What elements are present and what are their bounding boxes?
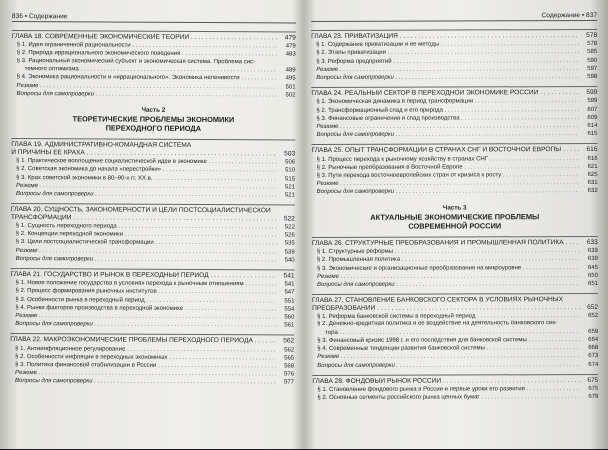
part-heading [11, 105, 295, 134]
chapter-rule [312, 293, 598, 295]
page-number: 616 [586, 146, 598, 154]
section-item-text: § 1. Практическое воплощение социалистической идеи в экономике . . . [16, 157, 277, 167]
chapter-block [11, 203, 295, 264]
page-number: 639 [587, 256, 598, 263]
section-item-text: § 4. Экономика рациональности и «иррационального». Экономика неленивости . . . [17, 73, 278, 83]
chapter-block [312, 374, 598, 403]
page-number: 547 [284, 289, 295, 296]
page-number: 659 [588, 328, 599, 335]
page-number: 551 [284, 297, 295, 305]
summary-item-text: Резюме . . . [316, 65, 579, 74]
summary-item [311, 130, 597, 139]
page-number: 522 [283, 215, 295, 223]
section-item-text: § 2. Промышленная политика . . . [317, 255, 580, 264]
page-number: 651 [587, 280, 599, 287]
section-item-text: § 1. Становление фондового рынка в России и первые уроки его развития . . . [317, 385, 580, 394]
part-title: ПЕРЕХОДНОГО ПЕРИОДА [105, 123, 202, 134]
section-item-text: § 2. Основные сегменты российского рынка ценных бумаг . . . [317, 393, 580, 402]
section-item-text: § 2. Природа иррационального экономического поведения . . . [17, 49, 278, 59]
summary-item [10, 377, 294, 387]
summary-item-text: Вопросы для самопроверки . . . [15, 320, 276, 330]
page-number: 568 [284, 363, 295, 370]
page-number: 535 [284, 240, 295, 247]
summary-item-text: Резюме . . . [16, 182, 277, 192]
page-number: 541 [283, 272, 295, 280]
chapter-title-text: ГЛАВА 23. ПРИВАТИЗАЦИЯ . . . [311, 32, 579, 41]
chapter-title-text: ГЛАВА 22. МАКРОЭКОНОМИЧЕСКИЕ ПРОБЛЕМЫ ПЕРЕХОДНОГО ПЕРИОДА . . . [10, 336, 276, 346]
page-number: 590 [587, 57, 598, 64]
section-item-text: § 3. Финансовый кризис 1998 г. и его последствия для банковской системы . . . [317, 336, 580, 345]
chapter-rule [11, 268, 295, 270]
page-number: 598 [587, 73, 598, 80]
page-number: 562 [283, 337, 295, 345]
summary-item-text: Вопросы для самопроверки . . . [16, 190, 277, 200]
chapter-block [312, 236, 598, 289]
page-number: 515 [285, 175, 296, 183]
section-item-text: § 2. Трансформационный спад и его природа . . . [316, 106, 579, 115]
part-heading [312, 203, 598, 231]
summary-item-text: Вопросы для самопроверки . . . [16, 90, 277, 100]
page-number: 675 [587, 376, 599, 384]
part-number: Часть 3 [442, 204, 467, 212]
page-number: 479 [285, 43, 296, 50]
summary-item-text: Вопросы для самопроверки . . . [16, 255, 277, 265]
page-number: 554 [284, 306, 295, 313]
running-head: 836 • Содержание [12, 12, 296, 23]
chapter-title-text: ГЛАВА 21. ГОСУДАРСТВО И РЫНОК В ПЕРЕХОДНЫЙ ПЕРИОД . . . [11, 271, 277, 281]
summary-item-text: Резюме . . . [316, 122, 579, 131]
page-number: 479 [284, 34, 296, 42]
chapter-rule [12, 30, 296, 32]
section-item-text: § 2. Рыночные преобразования в Восточной Европе . . . [317, 163, 580, 172]
section-item-text: тора . . . [325, 328, 580, 337]
part-title: ТЕОРЕТИЧЕСКИЕ ПРОБЛЕМЫ ЭКОНОМИКИ [72, 114, 235, 125]
chapter-title-text: ГЛАВА 20. СУЩНОСТЬ, ЗАКОНОМЕРНОСТИ И ЦЕЛИ ПОСТСОЦИАЛИСТИЧЕСКОЙ [10, 206, 271, 215]
page-number: 562 [284, 347, 295, 354]
summary-item-text: Резюме . . . [15, 369, 276, 379]
chapter-rule [11, 138, 295, 140]
summary-item-text: Резюме . . . [317, 179, 580, 188]
section-item-text: § 3. Политика финансовой стабилизации в России . . . [15, 361, 276, 371]
page-number: 675 [588, 385, 599, 393]
page-number: 652 [588, 312, 599, 320]
part-title: АКТУАЛЬНЫЕ ЭКОНОМИЧЕСКИЕ ПРОБЛЕМЫ [370, 211, 540, 222]
page-number: 633 [587, 248, 598, 255]
chapter-title-text: ГЛАВА 28. ФОНДОВЫЙ РЫНОК РОССИИ . . . [312, 377, 580, 386]
summary-item-text: Резюме . . . [317, 352, 580, 361]
page-number: 631 [587, 180, 598, 187]
chapter-rule [312, 236, 598, 238]
section-item-text: § 3. Реформа предприятий . . . [316, 57, 579, 66]
page-number: 609 [587, 114, 598, 121]
page-number: 506 [285, 159, 296, 166]
page-number: 632 [587, 188, 598, 195]
chapter-rule [10, 333, 294, 335]
chapter-title-text: ГЛАВА 24. РЕАЛЬНЫЙ СЕКТОР В ПЕРЕХОДНОЙ ЭКОНОМИКЕ РОССИИ . . . [311, 89, 579, 98]
page-number: 483 [285, 51, 296, 58]
section-item-text: § 3. Крах советской экономики в 80–90-х гг. ХХ в. . . . [16, 174, 277, 184]
page-number: 561 [284, 322, 295, 329]
chapter-title-text: ПРЕОБРАЗОВАНИЙ . . . [312, 304, 580, 313]
chapter-title-text: И ПРИЧИНЫ ЕЕ КРАХА . . . [11, 149, 277, 159]
section-item-text: § 4. Современные тенденции развития банковской системы . . . [317, 344, 580, 353]
section-item-text: § 3. Экономические и организационные преобразования на микроуровне . . . [317, 264, 580, 273]
page-number: 526 [284, 232, 295, 239]
page-number: 539 [284, 248, 295, 256]
section-item-text: § 4. Рынки факторов производства в переходной экономике . . . [15, 304, 276, 314]
page-number: 521 [284, 192, 295, 199]
section-item-text: § 3. Особенности рынка в переходный период . . . [15, 296, 276, 306]
section-item-text: § 2. Особенности инфляции в переходных экономиках . . . [15, 353, 276, 363]
page-number: 645 [587, 264, 598, 271]
section-item-text: § 1. Структурные реформы . . . [317, 247, 580, 256]
page-number: 668 [588, 345, 599, 352]
right-page [311, 0, 599, 449]
summary-item-text: Резюме . . . [16, 247, 277, 257]
section-item-text: темного оптимизма . . . [25, 65, 278, 75]
page-number: 607 [587, 106, 598, 113]
section-item-text: § 1. Содержание приватизации и ее методы . . . [316, 40, 579, 49]
page-number: 560 [284, 314, 295, 321]
page-number: 673 [588, 353, 599, 360]
chapter-rule [311, 86, 597, 88]
summary-item-text: Резюме . . . [17, 82, 278, 92]
page-number: 621 [587, 163, 598, 170]
part-number: Часть 2 [141, 106, 166, 114]
chapter-title-text: ГЛАВА 26. СТРУКТУРНЫЕ ПРЕОБРАЗОВАНИЯ И ПРОМЫШЛЕННАЯ ПОЛИТИКА . . . [312, 239, 580, 248]
chapter-block [11, 138, 295, 199]
page-number: 501 [285, 83, 296, 91]
page-number: 489 [285, 67, 296, 74]
page-number: 522 [284, 224, 295, 231]
page-number: 585 [587, 49, 598, 56]
page-number: 616 [587, 155, 598, 162]
section-item-text: § 2. Этапы приватизации . . . [316, 48, 579, 57]
chapter-rule [312, 374, 598, 376]
page-number: 578 [587, 41, 598, 48]
page-number: 650 [587, 272, 598, 279]
summary-item [312, 360, 598, 369]
page-number: 503 [284, 150, 296, 158]
page-number: 578 [586, 32, 598, 40]
chapter-rule [11, 203, 295, 205]
chapter-block [312, 293, 598, 369]
summary-item-text: Вопросы для самопроверки . . . [317, 361, 580, 370]
chapter-block [312, 143, 598, 196]
section-item-text: § 3. Пути перехода восточноевропейских стран от кризиса к росту . . . [317, 171, 580, 180]
page-number: 541 [284, 281, 295, 288]
chapter-title-text: ГЛАВА 27. СТАНОВЛЕНИЕ БАНКОВСКОГО СЕКТОРА В УСЛОВИЯХ РЫНОЧНЫХ [312, 296, 564, 305]
page-number: 633 [586, 239, 598, 247]
chapter-rule [312, 143, 598, 145]
page-number: 577 [283, 379, 295, 386]
section-item-text: § 2. Денежно-кредитная политика и ее воздействие на деятельность банковского сек- [317, 320, 557, 328]
page-number: 540 [284, 257, 295, 264]
chapter-block [10, 333, 294, 387]
page-number: 510 [285, 167, 296, 174]
section-item-text: § 3. Цели постсоциалистической трансформации . . . [16, 238, 277, 248]
page-number: 565 [284, 355, 295, 362]
section-item-text: § 1. Сущность переходного периода . . . [16, 222, 277, 232]
summary-item-text: Резюме . . . [15, 312, 276, 322]
chapter-block [10, 268, 294, 330]
page-number: 625 [587, 171, 598, 178]
summary-item [311, 73, 597, 82]
section-item-text: § 1. Новое положение государства в условиях перехода к рыночным отношениям . . . [15, 279, 276, 289]
page-number: 652 [587, 303, 599, 311]
page-number: 674 [588, 361, 599, 368]
section-item-text: § 2. Процесс формирования рыночных институтов . . . [15, 287, 276, 297]
chapter-title-text: ТРАНСФОРМАЦИИ . . . [11, 214, 277, 224]
summary-item-text: Вопросы для самопроверки . . . [316, 130, 579, 139]
page-number: 615 [587, 131, 598, 138]
page-number: 679 [588, 394, 599, 401]
section-item-text: § 1. Антиинфляционное регулирование . . . [15, 345, 276, 355]
chapter-block [311, 29, 597, 82]
summary-item [11, 255, 295, 265]
chapter-block [11, 30, 295, 99]
page-number: 614 [587, 122, 598, 129]
summary-item [312, 187, 598, 196]
section-item [312, 393, 598, 402]
chapter-title-text: ГЛАВА 25. ОПЫТ ТРАНСФОРМАЦИИ В СТРАНАХ СНГ И ВОСТОЧНОЙ ЕВРОПЫ . . . [312, 146, 580, 155]
section-item-text: § 1. Реформа банковской системы в переходный период . . . [317, 312, 580, 321]
section-item-text: § 1. Процесс перехода к рыночному хозяйству в странах СНГ . . . [317, 155, 580, 164]
chapter-block [311, 86, 597, 139]
section-item-text: § 2. Концепции переходной экономики . . . [16, 230, 277, 240]
summary-item-text: Вопросы для самопроверки . . . [317, 187, 580, 196]
page-number: 664 [588, 336, 599, 343]
page-number: 576 [284, 371, 295, 378]
summary-item [10, 320, 294, 330]
chapter-title-text: ГЛАВА 18. СОВРЕМЕННЫЕ ЭКОНОМИЧЕСКИЕ ТЕОРИИ . . . [12, 33, 278, 43]
page-number: 521 [284, 184, 296, 191]
page-number: 597 [587, 65, 598, 72]
left-page [10, 0, 296, 450]
chapter-rule [311, 29, 597, 31]
summary-item [11, 190, 295, 200]
summary-item-text: Вопросы для самопроверки . . . [316, 73, 579, 82]
page-number: 502 [285, 92, 296, 99]
page-number: 599 [587, 98, 598, 105]
page-number: 495 [285, 75, 296, 82]
summary-item-text: Резюме . . . [317, 272, 580, 281]
summary-item-text: Вопросы для самопроверки . . . [15, 377, 276, 387]
summary-item [312, 280, 598, 289]
part-title: СОВРЕМЕННОЙ РОССИИ [408, 221, 502, 231]
section-item-text: § 3. Финансовые ограничения и спад производства . . . [316, 114, 579, 123]
running-head: Содержание • 837 [311, 11, 597, 22]
section-item-text: § 1. Идея ограниченной рациональности . . . [17, 41, 278, 51]
summary-item [11, 90, 295, 100]
chapter-title-text: ГЛАВА 19. АДМИНИСТРАТИВНО-КОМАНДНАЯ СИСТЕМА [11, 141, 192, 150]
section-item-text: § 3. Рациональный экономический субъект и экономическая система. Проблема сис- [16, 57, 256, 65]
page-number: 599 [586, 89, 598, 97]
section-item-text: § 1. Экономическая динамика в период трансформации . . . [316, 97, 579, 106]
summary-item-text: Вопросы для самопроверки . . . [317, 280, 580, 289]
section-item-text: § 2. Советская экономика до начала «перестройки» . . . [16, 165, 277, 175]
